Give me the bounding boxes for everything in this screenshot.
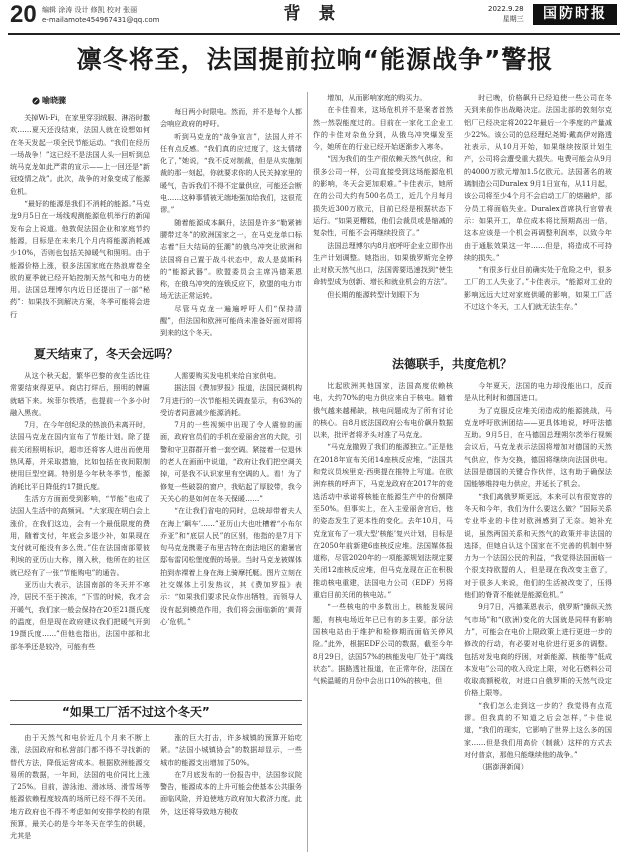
subhead-france-germany: 法德联手，共度危机？ xyxy=(392,357,513,371)
issue-date: 2022.9.28 xyxy=(488,5,524,13)
subhead-rule-bottom xyxy=(10,724,302,725)
text-column-1-top: 关掉Wi-Fi，在家里穿羽绒服、淋浴时撒欢……夏天还没结束，法国人就在设想如何在冬天发起一项全民节能运动。“我们在经历一场战争！”这已经不是法国人头一回听到总统马克龙如此严肃的宣示——上一回还是“新冠疫情之战”。此次，战争的对象变成了能源危机。 “最好的能源是我们不消耗的能源。”马克龙9月5日在一场线观测能源危机举行的新闻发布会上说道。他敦促法国企业和家庭节约能源，目标是在未来几个月内将能源消耗减少10%，否则也包括关掉暖气和照明。由于能源价格上涨，很多法国家庭在热浪席卷全欧的夏季就已经开始控制天然气和电力的使用。法国总理博尔内近日还提出了一部“秘药”：如果找不到解决方案，冬季可能将会进行 xyxy=(10,113,150,319)
subhead-summer: 夏天结束了，冬天会远吗？ xyxy=(34,347,179,361)
text-column-2-top: 每日两小时限电。然而，并不是每个人都会响应政府的呼吁。 听到马克龙的“战争宣言”，法国人并不任有点反感。“我们真的应过度了，这太情绪化了，”她说，“我不反对制裁，但是从实施制裁的那一刻起，你就要求你的人民关掉家里的暖气，告诉我们不得不定量供应，可能还会断电……这种事情被无端地强加给我们，这很荒谬。” 随着能源成本飙升，法国是许多“勒紧裤腰带过冬”的欧洲国家之一，在马克龙单口标志着“巨大结局的狂潮”的俄乌冲突让欧洲和法国将自己置于战斗状态中，敌人是莫斯科的“能源武器”。欧盟委员会主席冯德莱恩称，在俄乌冲突的连锁反应下，欧盟的电力市场无法正常运转。 尽管马克龙一遍遍呼吁人们“保持清醒”，但法国和欧洲可能尚未准备好面对即将到来的这个冬天。 xyxy=(160,107,302,338)
text-column-2-mid: 人需要购买发电机来给自家供电。 据法国《费加罗报》报道，法国民调机构7月进行的一次节能相关调查显示，有63%的受访者同意减少能源消耗。 7月的一些视频中出现了令人震惊的画面，政府官员们的手机在爱丽舍宫的大院，引警和守卫群群开着一套空调。紧接着一位退休的老人在画面中说道，“政府让我们把空调关掉，可是我不认识家里有空调的人。看！为了修复一些破裂的窗户，我贴起了厚胶带，我今天关心的是如何在冬天保暖……” “在让我们省电的同时，总统却带着夫人在海上‘飙车’……”亚历山大也吐槽着“小布尔乔亚”和“底层人民”的区别，他指的是7月下旬马克龙携妻子布里吉特在南法地区的避暑官邸布雷冈松堡度假的场景。当时马克龙被媒体拍到赤裸着上身在海上骑摩托艇。图片立刻在社交媒体上引发热议，其《费加罗报》表示：“如果我们要求民众作出牺牲，而领导人没有起到模范作用，我们将会面临新的‘黄背心’危机。” xyxy=(160,371,302,626)
subhead-rule-top xyxy=(10,700,302,701)
page-header xyxy=(0,0,625,40)
masthead-logo: 国防时报 xyxy=(533,4,617,25)
text-column-4-mid: 今年夏天，法国的电力却没能出口，反而是从比利时和德国进口。 为了克服反应堆关闭造成的能源挑战，马克龙呼吁欧洲团结——更具体地说，呼吁法德互助。9月5日，在马德国总理朔尔茨举行视频会议后，马克龙表示法国将增加对德国的天然气供应，作为交换，德国将继续向法国供电。法国是德国的关键合作伙伴，这有助于确保法国能够维持电力供应，并延长了机会。 “我们离俄罗斯更远，本来可以有很宽容的冬天和今年，我们为什么要这么做？”国际关系专业毕业的卡佳对欧洲感到了无奈。她补充说，虽然两国关系和天然气的政策并非法国的选择，但她自认这个国家在不完善的机制中努力为一个法国公民的利益，“我觉得法国面临一个很支持欧盟的人，但是现在我改变主意了，对于很多人来说，他们的生活被改变了，压得他们的脊背不能就是能源危机。” 9月7日，冯德莱恩表示，俄罗斯“操纵天然气市场”和“(欧洲)变化的大国就是同样有影响力”，可能会在电价上限政策上进行更进一步的修改的行动，有必要对电价进行更多的调整。包括对发电商的纾困，对新能源、核能等“低成本发电”公司的收入设定上限，对化石燃料公司收取高额税收，对进口自俄罗斯的天然气设定价格上限等。 “我们怎么走到这一步的？我觉得有点荒谬。但我真的不知道之后会怎样，”卡佳说道，“我们的现实，它影响了世界上这么多的国家……但是我们用高价（制裁）这样的方式去对付普京，那他只能继续他的战争。” （据澎湃新闻） xyxy=(464,381,612,772)
pen-icon xyxy=(32,97,40,105)
text-column-1-mid: 从这个秋天起，繁华巴黎的夜生活比往常要结束得更早。商店打烊后，照明的牌匾就暗下来。埃菲尔铁塔，也提前一个多小时融入黑夜。 7月，在今年创纪录的热浪仍未离开时，法国马克龙在国内宣布了节能计划。除了提前关闭照明标识，超市还将客人进出而使用热风幕，并采取措施，比如包括在夜间限制使用巨型空调。特别是今年秋冬季节，能源消耗比平日降低约17摄氏度。 生活方方面面受到影响，“节能”也成了法国人生活中的高频词。“大家现在明白会上涨价，在我们这边，会有一个最低限度的费用，随着支付，年底会多退少补，如果现在支付就可能没有多么贵。”住在法国南部蒙彼利埃的亚历山大称，刚入秋，他所在的社区就已经有了一张“节能购电”的通告。 亚历山大表示，法国南部的冬天并不寒冷，居民不至于挨冻，“下雪的时候，我才会开暖气，我们家一般会保持在20至21摄氏度的温度，但是现在政府建议我们把暖气开到19摄氏度……”但他也指出，法国中部和北部冬季还是较冷，可能有些 xyxy=(10,371,150,651)
column-divider xyxy=(307,92,308,852)
subhead-factories: “如果工厂活不过这个冬天” xyxy=(62,705,210,719)
text-column-3-top: 增加，从而影响家庭的购买力。 在卡佳看来，这场危机并不是案者首然然一然裂能度过的。目前在一家化工企业工作的卡佳对杂鱼分到，从俄乌冲突爆发至今，她所在的行业已经开始逐渐步入寒冬。 “因为我们的生产很依赖天然气供应，和很多公司一样，公司直接受到这场能源危机的影响，冬天会更加艰难。”卡佳表示，她所在的公司大约有500名员工，近几个月每月损失近300万欧元，目前已经是根据状态下运行。“如果更糟糕，他们会裁员或是缩减的复杂性，可能不会再继续投资了。” 法国总理博尔内8月底呼吁企业立即作出生产计划调整。她指出，如果俄罗斯完全停止对欧天然气出口，法国需要迅速找到“使生命转型成为创新、增长和就业机会的方法”。 但长期的能源转型计划眼下为 xyxy=(313,93,453,299)
text-column-3-mid: 比起欧洲其他国家，法国高度依赖核电，大约70%的电力供应来自于核电。随着俄气越来越稀缺，核电问题成为了所有讨论的核心。自8月底法国政府公布电价飙升数据以来，批评者将矛头对准了马克龙。 “马克龙撤毁了我们的能源独立。”正是他在2018年宣布关闭14座核反应堆，“法国共和党议员埃里克·西奥提在推特上写道。在欧洲弃核的呼声下，马克龙政府在2017年的竞选活动中承诺将核能在能源生产中的份额降至50%。但事实上，在入主爱丽舍宫后，他的姿态发生了更本性的变化。去年10月，马克龙宣布了一项大型‘核能’复兴计划，目标是在2050年前新建6座核反应堆。法国媒体报道称，尽管2020年的一项能源规划法规定要关闭12座核反应堆，但马克龙现在正在积极推动核电重建，法国电力公司（EDF）另将重启目前关闭的核电站。” “一些核电的中多数出上，核能发展问题，有核电场近年已已有的多主要，部分法国核电站由于维护和检修期而面临关停风险。”此外，根据EDF公司的数据，截至今年8月29日，法国57%的核能发电厂处于“离线状态”。据路透社报道，在正常年份，法国在气候温暖的月份中会出口10%的核电，但 xyxy=(313,381,453,686)
text-column-1-bottom: 由于天然气和电价近几个月来不断上涨，法国政府和私营部门都不得不寻找新的替代方法，降低运营成本。根据欧洲能源交易所的数据，一年间，法国的电价同比上涨了25%。目前，游泳池、滑冰场、滑雪场等能源依赖程度较高的场所已经不得不关闭。地方政府也不得不考虑如何安排学校的有限预算，最关心的是今年冬天在学生的供暖，尤其是 xyxy=(10,733,150,841)
header-rule xyxy=(8,33,620,35)
text-column-2-bottom: 涨的巨大打击，许多城镇的预算开始吃紧。“法国小城镇协会”的数据却显示，一些城市的能源支出增加了50%。 在7月底发布的一份报告中，法国参议院警告，能源成本的上升可能会使基本公共服务面临风险，并迫使地方政府加大救济力度。此外，这还将导致地方税收 xyxy=(160,733,302,816)
editor-line: 编辑 涂涛 设计 修凯 校对 张丽 xyxy=(42,6,138,14)
editor-info xyxy=(42,5,159,25)
section-title: 背 景 xyxy=(283,4,342,24)
text-column-4-top: 时已晚，价格飙升已经迫使一些公司在冬天到来前作出战略决定。法国北部的敦刻尔克铝厂已经决定将2022年最后一个季度的产量减少22%。该公司的总经理纪尧姆·戴高伊对路透社表示，从10月开始，如果继续按原计划生产，公司将会遭受重大损失。电费可能会从9月的4000万欧元增加1.5亿欧元。法国著名的玻璃制造公司Duralex 9月1日宣布，从11月起，该公司将至少4个月不会启动工厂的熔融炉，部分员工将面临失业。Duralex首席执行官曾表示：如果开工，单位成本将比预期高出一倍，这本应该是一个机会再调整利润率，以致今年由于通胀效果这一年……但是，将造成不可持续的损失。” “有很多行业目前确实处于危险之中，很多工厂的工人失业了。”卡佳表示，“能源对工业的影响远远大过对家庭供暖的影响，如果工厂活不过这个冬天，工人们就无法生存。” xyxy=(464,93,612,312)
date-block xyxy=(488,4,524,24)
editor-email: e-mailamote454967431@qq.com xyxy=(42,16,160,24)
page-number: 20 xyxy=(10,1,37,28)
issue-weekday: 星期三 xyxy=(502,15,524,23)
article-headline: 凛冬将至，法国提前拉响“能源战争”警报 xyxy=(76,45,554,74)
article-author: 喻晓骤 xyxy=(42,96,66,105)
